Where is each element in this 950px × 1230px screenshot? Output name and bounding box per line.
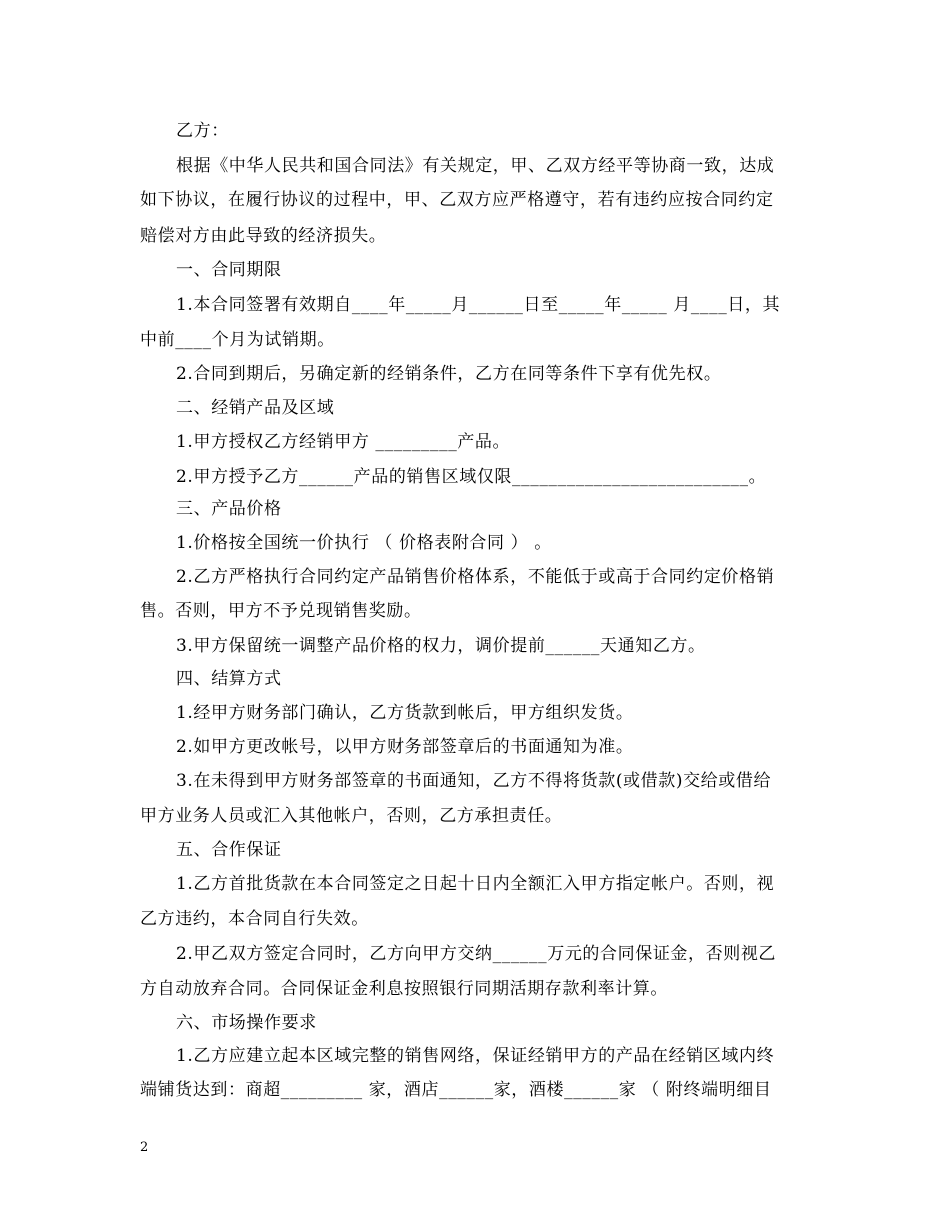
page-number: 2 [140,1140,149,1155]
text-line: 1.价格按全国统一价执行 （ 价格表附合同 ） 。 [176,533,552,553]
text-line: 2.甲乙双方签定合同时，乙方向甲方交纳______万元的合同保证金，否则视乙 [176,944,777,964]
text-line: 1.乙方应建立起本区域完整的销售网络，保证经销甲方的产品在经销区域内终 [176,1046,775,1066]
text-line: 一、合同期限 [176,260,282,280]
text-line: 六、市场操作要求 [176,1013,317,1033]
text-line: 乙方： [176,121,229,141]
text-line: 2.乙方严格执行合同约定产品销售价格体系，不能低于或高于合同约定价格销 [176,567,775,587]
text-line: 赔偿对方由此导致的经济损失。 [140,226,387,246]
text-line: 1.经甲方财务部门确认，乙方货款到帐后，甲方组织发货。 [176,703,634,723]
text-line: 1.甲方授权乙方经销甲方 _________产品。 [176,432,511,452]
text-line: 售。否则，甲方不予兑现销售奖励。 [140,601,422,621]
text-line: 如下协议，在履行协议的过程中，甲、乙双方应严格遵守，若有违约应按合同约定 [140,190,774,210]
text-line: 二、经销产品及区域 [176,398,335,418]
text-line: 端铺货达到：商超_________ 家，酒店______家，酒楼______家 （ 附终端明细目 [140,1080,772,1100]
text-line: 根据《中华人民共和国合同法》有关规定，甲、乙双方经平等协商一致，达成 [176,156,775,176]
text-line: 乙方违约，本合同自行失效。 [140,909,369,929]
text-line: 2.合同到期后，另确定新的经销条件，乙方在同等条件下享有优先权。 [176,364,722,384]
text-line: 3.在未得到甲方财务部签章的书面通知，乙方不得将货款(或借款)交给或借给 [176,771,772,791]
text-line: 3.甲方保留统一调整产品价格的权力，调价提前______天通知乙方。 [176,636,706,656]
text-line: 五、合作保证 [176,840,282,860]
text-line: 三、产品价格 [176,499,282,519]
text-line: 方自动放弃合同。合同保证金利息按照银行同期活期存款利率计算。 [140,979,668,999]
text-line: 甲方业务人员或汇入其他帐户，否则，乙方承担责任。 [140,806,563,826]
text-line: 1.乙方首批货款在本合同签定之日起十日内全额汇入甲方指定帐户。否则，视 [176,874,775,894]
text-line: 2.如甲方更改帐号，以甲方财务部签章后的书面通知为准。 [176,737,634,757]
text-line: 四、结算方式 [176,669,282,689]
text-line: 2.甲方授予乙方______产品的销售区域仅限__________________________。 [176,467,767,487]
text-line: 中前____个月为试销期。 [140,330,335,350]
text-line: 1.本合同签署有效期自____年_____月______日至_____年_____ 月____日，其 [176,295,781,315]
